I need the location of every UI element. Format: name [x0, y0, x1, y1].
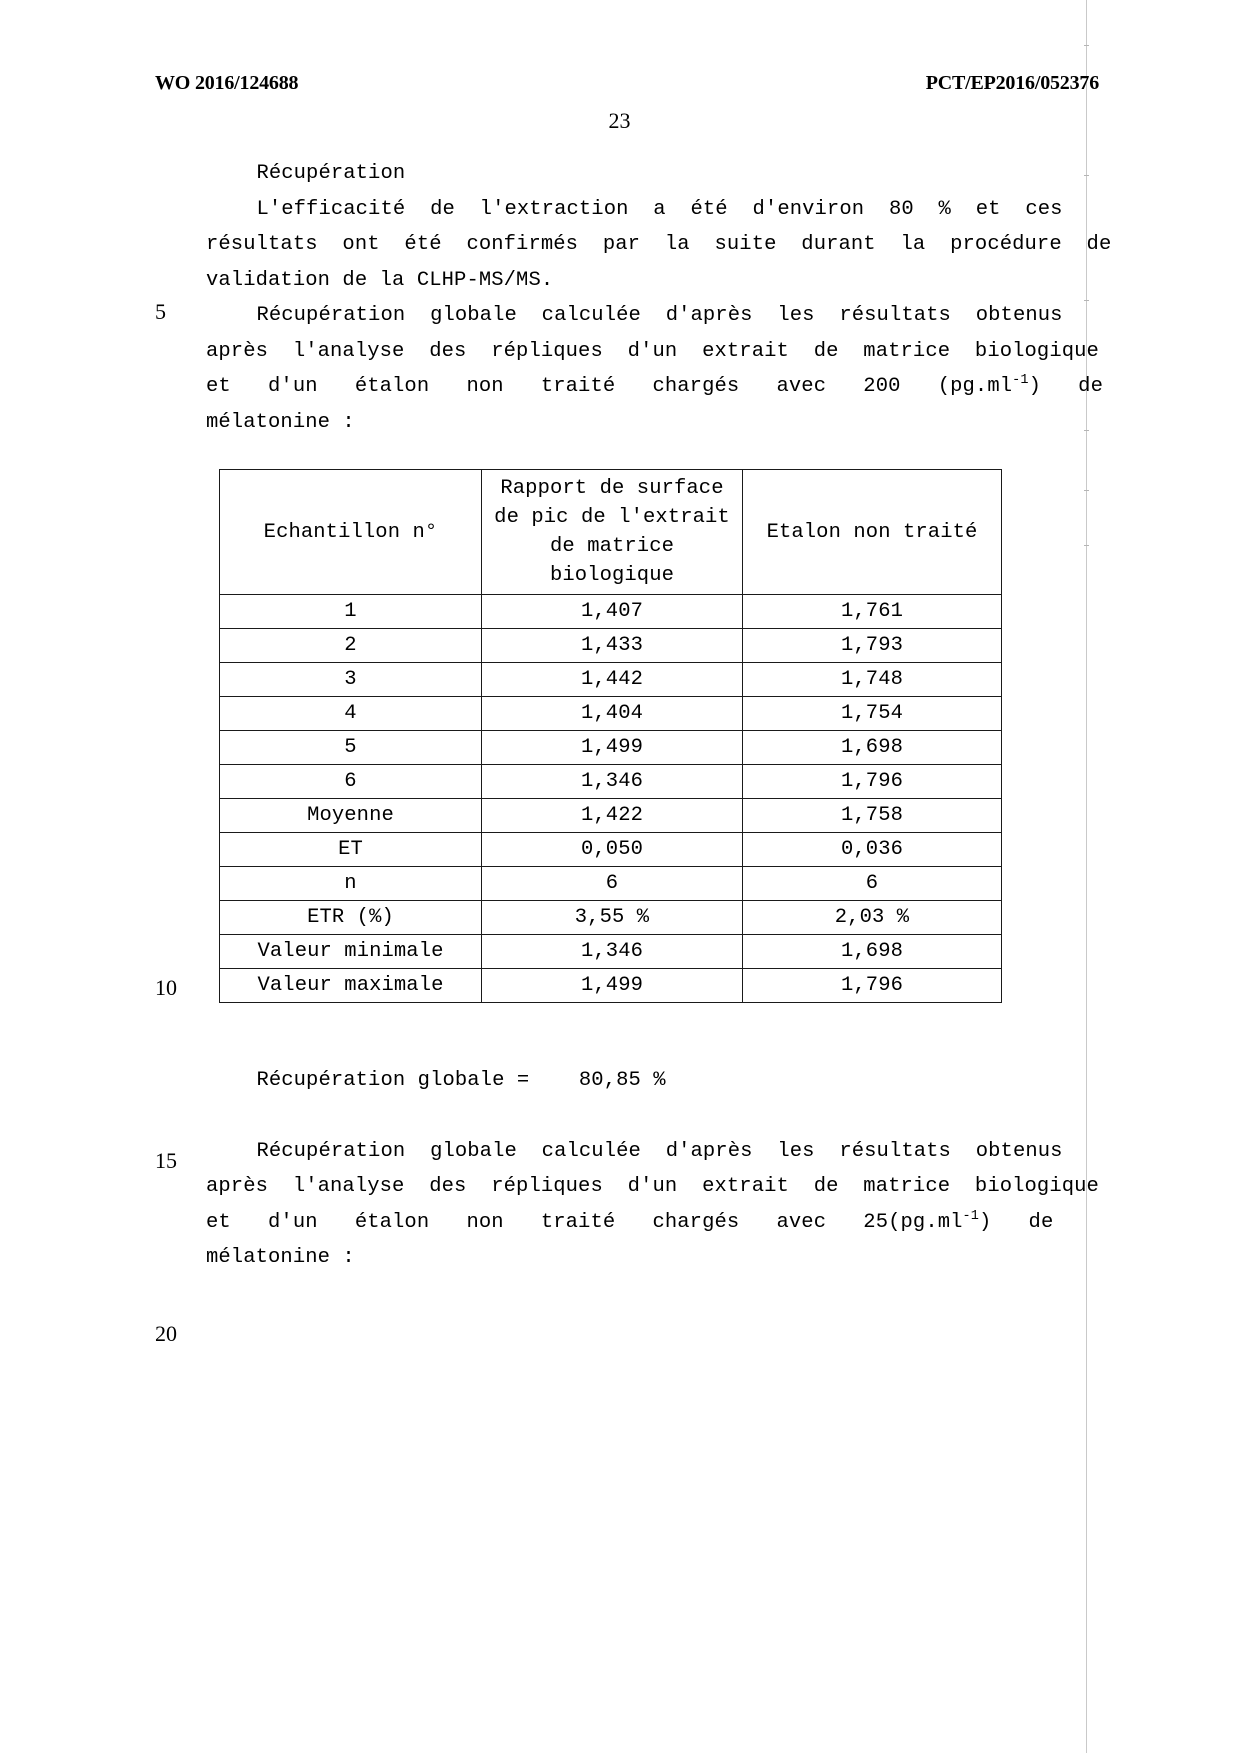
line-number-10: 10 [155, 975, 177, 1000]
scan-tick [1084, 175, 1089, 176]
row-label: 5 [220, 731, 482, 765]
row-value-etalon: 1,793 [743, 629, 1002, 663]
row-value-extrait: 1,499 [482, 969, 743, 1003]
scan-tick [1084, 300, 1089, 301]
row-label: n [220, 867, 482, 901]
heading-text: Récupération [256, 162, 406, 185]
line-number-20: 20 [155, 1321, 177, 1346]
table-row [220, 935, 1002, 969]
row-value-etalon: 1,698 [743, 935, 1002, 969]
paragraph-1-line-2: résultats ont été confirmés par la suite durant la procédure de [206, 233, 1112, 256]
paragraph-3-line-4: mélatonine : [206, 1246, 355, 1269]
table-header-row [220, 470, 1002, 595]
paragraph-1-line-1: L'efficacité de l'extraction a été d'environ 80 % et ces [256, 197, 1063, 221]
row-label: 3 [220, 663, 482, 697]
table-row [220, 901, 1002, 935]
paragraph-3-line-2: après l'analyse des répliques d'un extrait de matrice biologique [206, 1175, 1099, 1198]
table-header-peak-area-ratio [482, 470, 743, 595]
table-row [220, 595, 1002, 629]
row-label: 2 [220, 629, 482, 663]
exponent-minus-one: -1 [962, 1208, 979, 1224]
row-value-etalon: 1,796 [743, 969, 1002, 1003]
row-value-etalon: 6 [743, 867, 1002, 901]
paragraph-2-line-2: après l'analyse des répliques d'un extrait de matrice biologique [206, 339, 1099, 363]
header-line-2: de pic de l'extrait [494, 506, 730, 529]
scan-tick [1084, 490, 1089, 491]
paragraph-2-line-4: mélatonine : [206, 410, 355, 434]
exponent-minus-one: -1 [1012, 373, 1029, 389]
table-row [220, 833, 1002, 867]
row-label: 1 [220, 595, 482, 629]
table-header-sample: Echantillon n° [220, 470, 482, 595]
table-header-untreated-standard: Etalon non traité [743, 470, 1002, 595]
line-number-5: 5 [155, 299, 166, 324]
row-value-extrait: 1,422 [482, 799, 743, 833]
global-recovery-line: Récupération globale = 80,85 % [256, 1069, 666, 1092]
row-value-extrait: 1,346 [482, 935, 743, 969]
header-line-1: Rapport de surface [500, 477, 724, 500]
row-value-etalon: 1,748 [743, 663, 1002, 697]
scan-tick [1084, 545, 1089, 546]
table-row [220, 799, 1002, 833]
recovery-table-container [219, 469, 1001, 1003]
row-value-extrait: 3,55 % [482, 901, 743, 935]
row-value-etalon: 1,796 [743, 765, 1002, 799]
table-row [220, 731, 1002, 765]
table-row [220, 697, 1002, 731]
row-value-extrait: 1,346 [482, 765, 743, 799]
row-value-etalon: 1,698 [743, 731, 1002, 765]
paragraph-2-line-1: Récupération globale calculée d'après les résultats obtenus [256, 304, 1063, 327]
row-value-extrait: 1,433 [482, 629, 743, 663]
row-value-etalon: 1,754 [743, 697, 1002, 731]
scan-edge-rule [1086, 0, 1087, 1753]
row-label: Valeur maximale [220, 969, 482, 1003]
scan-tick [1084, 430, 1089, 431]
row-value-extrait: 1,499 [482, 731, 743, 765]
table-row [220, 663, 1002, 697]
paragraph-3-line-1: Récupération globale calculée d'après les résultats obtenus [256, 1139, 1063, 1163]
body-text-bottom [206, 1010, 1099, 1276]
row-value-extrait: 6 [482, 867, 743, 901]
row-value-extrait: 1,407 [482, 595, 743, 629]
row-label: ET [220, 833, 482, 867]
row-value-extrait: 0,050 [482, 833, 743, 867]
row-label: ETR (%) [220, 901, 482, 935]
row-label: Valeur minimale [220, 935, 482, 969]
row-value-etalon: 0,036 [743, 833, 1002, 867]
row-value-etalon: 1,758 [743, 799, 1002, 833]
section-heading [206, 156, 996, 192]
row-label: 4 [220, 697, 482, 731]
header-line-3: de matrice [549, 535, 675, 558]
body-text-top [206, 156, 1112, 440]
recovery-table [219, 469, 1002, 1003]
scan-tick [1084, 45, 1089, 46]
page-number: 23 [608, 108, 631, 133]
row-label: Moyenne [220, 799, 482, 833]
row-value-extrait: 1,442 [482, 663, 743, 697]
row-value-etalon: 2,03 % [743, 901, 1002, 935]
table-row [220, 867, 1002, 901]
publication-number: WO 2016/124688 [155, 72, 299, 94]
paragraph-1-line-3: validation de la CLHP-MS/MS. [206, 268, 554, 292]
paragraph-2-line-3: et d'un étalon non traité chargés avec 200 $(pg.ml^{-1})$ de [206, 373, 1103, 398]
table-row [220, 629, 1002, 663]
row-label: 6 [220, 765, 482, 799]
row-value-etalon: 1,761 [743, 595, 1002, 629]
line-number-15: 15 [155, 1148, 177, 1173]
row-value-extrait: 1,404 [482, 697, 743, 731]
header-line-4: biologique [549, 564, 675, 587]
table-row [220, 969, 1002, 1003]
application-number: PCT/EP2016/052376 [925, 72, 1099, 94]
table-row [220, 765, 1002, 799]
running-header [155, 72, 1099, 95]
paragraph-3-line-3: et d'un étalon non traité chargés avec $25(pg.ml^{-1})$ de [206, 1208, 1054, 1234]
